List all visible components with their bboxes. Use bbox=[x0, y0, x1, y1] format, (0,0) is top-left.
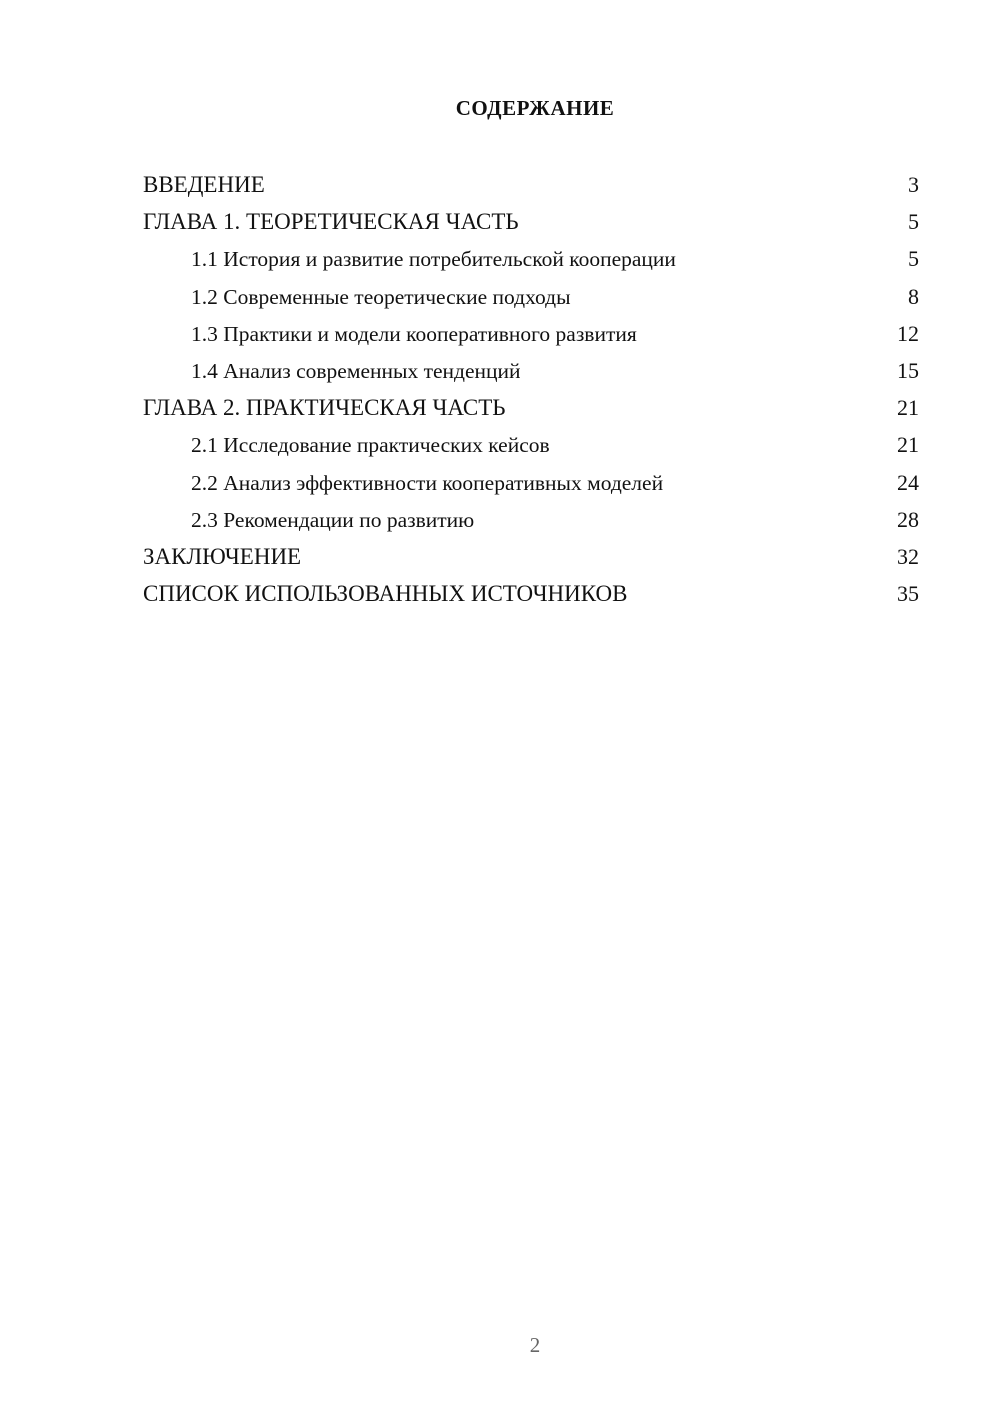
toc-entry-page: 15 bbox=[897, 357, 919, 383]
toc-entry-label: 2.2 Анализ эффективности кооперативных моделей bbox=[191, 470, 664, 495]
toc-entry-label: 1.3 Практики и модели кооперативного развития bbox=[191, 321, 637, 346]
toc-entry-section-2-1 bbox=[143, 428, 919, 465]
toc-entry-label: 2.3 Рекомендации по развитию bbox=[191, 507, 475, 532]
toc-entry-section-2-3 bbox=[143, 503, 919, 540]
table-of-contents bbox=[143, 168, 919, 614]
toc-entry-page: 21 bbox=[897, 395, 919, 421]
toc-entry-page: 12 bbox=[897, 320, 919, 346]
toc-entry-page: 32 bbox=[897, 543, 919, 569]
page-title: СОДЕРЖАНИЕ bbox=[455, 96, 615, 120]
toc-entry-label: ВВЕДЕНИЕ bbox=[143, 172, 265, 197]
toc-entry-label: 1.4 Анализ современных тенденций bbox=[191, 358, 521, 383]
toc-entry-introduction bbox=[143, 168, 919, 205]
toc-entry-page: 5 bbox=[908, 246, 919, 272]
toc-entry-section-2-2 bbox=[143, 466, 919, 503]
toc-entry-section-1-4 bbox=[143, 354, 919, 391]
toc-entry-references bbox=[143, 577, 919, 614]
toc-entry-label: ЗАКЛЮЧЕНИЕ bbox=[143, 543, 302, 569]
toc-entry-page: 8 bbox=[908, 283, 919, 309]
toc-entry-label: 1.2 Современные теоретические подходы bbox=[191, 284, 571, 309]
toc-entry-conclusion bbox=[143, 540, 919, 577]
toc-entry-section-1-3 bbox=[143, 317, 919, 354]
toc-entry-label: СПИСОК ИСПОЛЬЗОВАННЫХ ИСТОЧНИКОВ bbox=[143, 581, 628, 607]
toc-entry-page: 35 bbox=[897, 581, 919, 607]
toc-entry-chapter-1 bbox=[143, 205, 919, 242]
toc-entry-label: 2.1 Исследование практических кейсов bbox=[191, 433, 550, 458]
page-number: 2 bbox=[529, 1333, 541, 1357]
toc-entry-section-1-1 bbox=[143, 242, 919, 279]
toc-entry-page: 21 bbox=[897, 432, 919, 458]
toc-entry-page: 3 bbox=[908, 172, 919, 197]
toc-entry-page: 24 bbox=[897, 469, 919, 495]
toc-entry-label: 1.1 История и развитие потребительской кооперации bbox=[191, 247, 676, 272]
toc-entry-chapter-2 bbox=[143, 391, 919, 428]
toc-entry-section-1-2 bbox=[143, 280, 919, 317]
toc-entry-page: 28 bbox=[897, 506, 919, 532]
toc-entry-page: 5 bbox=[908, 209, 919, 235]
toc-entry-label: ГЛАВА 2. ПРАКТИЧЕСКАЯ ЧАСТЬ bbox=[143, 395, 506, 421]
toc-entry-label: ГЛАВА 1. ТЕОРЕТИЧЕСКАЯ ЧАСТЬ bbox=[143, 209, 519, 235]
